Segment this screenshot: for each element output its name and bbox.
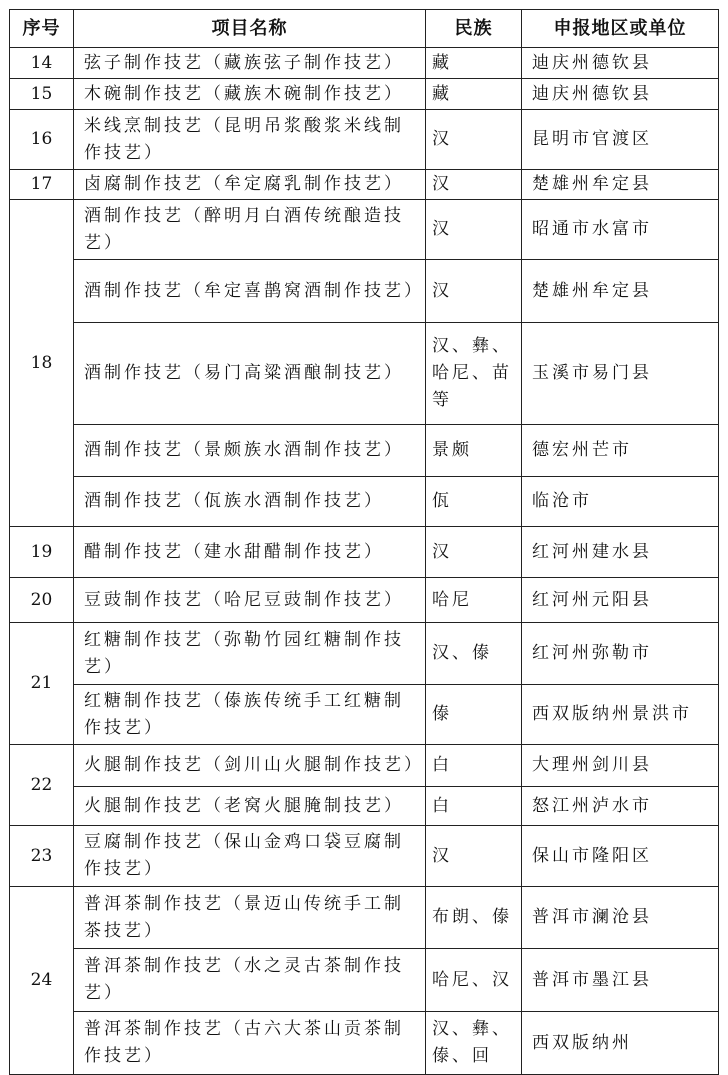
region-cell: 昭通市水富市 bbox=[522, 200, 719, 260]
table-row bbox=[10, 685, 719, 745]
project-name-cell: 普洱茶制作技艺（景迈山传统手工制茶技艺） bbox=[74, 887, 426, 949]
ethnicity-cell: 汉、傣 bbox=[426, 623, 522, 685]
document-page bbox=[9, 9, 719, 1075]
table-row bbox=[10, 260, 719, 323]
project-name-cell: 红糖制作技艺（傣族传统手工红糖制作技艺） bbox=[74, 685, 426, 745]
ethnicity-cell: 汉 bbox=[426, 260, 522, 323]
project-name-cell: 酒制作技艺（易门高粱酒酿制技艺） bbox=[74, 323, 426, 425]
table-row bbox=[10, 787, 719, 826]
table-row bbox=[10, 323, 719, 425]
ethnicity-cell: 汉 bbox=[426, 110, 522, 170]
ethnicity-cell: 布朗、傣 bbox=[426, 887, 522, 949]
region-cell: 怒江州泸水市 bbox=[522, 787, 719, 826]
header-project-name: 项目名称 bbox=[74, 10, 426, 48]
ethnicity-cell: 汉、彝、傣、回 bbox=[426, 1012, 522, 1075]
row-number: 14 bbox=[10, 48, 74, 79]
row-number: 20 bbox=[10, 578, 74, 623]
region-cell: 保山市隆阳区 bbox=[522, 826, 719, 887]
header-row bbox=[10, 10, 719, 48]
row-number: 15 bbox=[10, 79, 74, 110]
project-name-cell: 火腿制作技艺（老窝火腿腌制技艺） bbox=[74, 787, 426, 826]
ethnicity-cell: 汉、彝、哈尼、苗等 bbox=[426, 323, 522, 425]
ethnicity-cell: 藏 bbox=[426, 79, 522, 110]
ethnicity-cell: 白 bbox=[426, 787, 522, 826]
project-name-cell: 米线烹制技艺（昆明吊浆酸浆米线制作技艺） bbox=[74, 110, 426, 170]
region-cell: 西双版纳州景洪市 bbox=[522, 685, 719, 745]
ethnicity-cell: 傣 bbox=[426, 685, 522, 745]
project-name-cell: 豆豉制作技艺（哈尼豆豉制作技艺） bbox=[74, 578, 426, 623]
region-cell: 红河州建水县 bbox=[522, 527, 719, 578]
region-cell: 迪庆州德钦县 bbox=[522, 79, 719, 110]
project-name-cell: 卤腐制作技艺（牟定腐乳制作技艺） bbox=[74, 170, 426, 200]
row-number: 21 bbox=[10, 623, 74, 745]
ethnicity-cell: 景颇 bbox=[426, 425, 522, 477]
region-cell: 大理州剑川县 bbox=[522, 745, 719, 787]
table-row bbox=[10, 949, 719, 1012]
row-number: 22 bbox=[10, 745, 74, 826]
region-cell: 德宏州芒市 bbox=[522, 425, 719, 477]
region-cell: 西双版纳州 bbox=[522, 1012, 719, 1075]
project-name-cell: 火腿制作技艺（剑川山火腿制作技艺） bbox=[74, 745, 426, 787]
table-row bbox=[10, 48, 719, 79]
header-number: 序号 bbox=[10, 10, 74, 48]
region-cell: 楚雄州牟定县 bbox=[522, 260, 719, 323]
project-name-cell: 红糖制作技艺（弥勒竹园红糖制作技艺） bbox=[74, 623, 426, 685]
ethnicity-cell: 哈尼、汉 bbox=[426, 949, 522, 1012]
region-cell: 昆明市官渡区 bbox=[522, 110, 719, 170]
ethnicity-cell: 汉 bbox=[426, 170, 522, 200]
table-row bbox=[10, 425, 719, 477]
project-name-cell: 豆腐制作技艺（保山金鸡口袋豆腐制作技艺） bbox=[74, 826, 426, 887]
ethnicity-cell: 汉 bbox=[426, 200, 522, 260]
heritage-table bbox=[9, 9, 719, 1075]
region-cell: 临沧市 bbox=[522, 477, 719, 527]
project-name-cell: 普洱茶制作技艺（古六大茶山贡茶制作技艺） bbox=[74, 1012, 426, 1075]
project-name-cell: 弦子制作技艺（藏族弦子制作技艺） bbox=[74, 48, 426, 79]
table-row bbox=[10, 477, 719, 527]
region-cell: 玉溪市易门县 bbox=[522, 323, 719, 425]
ethnicity-cell: 藏 bbox=[426, 48, 522, 79]
table-row bbox=[10, 1012, 719, 1075]
region-cell: 楚雄州牟定县 bbox=[522, 170, 719, 200]
region-cell: 迪庆州德钦县 bbox=[522, 48, 719, 79]
table-row bbox=[10, 578, 719, 623]
table-row bbox=[10, 745, 719, 787]
row-number: 19 bbox=[10, 527, 74, 578]
table-row bbox=[10, 110, 719, 170]
table-row bbox=[10, 623, 719, 685]
project-name-cell: 木碗制作技艺（藏族木碗制作技艺） bbox=[74, 79, 426, 110]
table-row bbox=[10, 200, 719, 260]
region-cell: 普洱市澜沧县 bbox=[522, 887, 719, 949]
ethnicity-cell: 哈尼 bbox=[426, 578, 522, 623]
project-name-cell: 醋制作技艺（建水甜醋制作技艺） bbox=[74, 527, 426, 578]
table-row bbox=[10, 887, 719, 949]
header-region: 申报地区或单位 bbox=[522, 10, 719, 48]
ethnicity-cell: 白 bbox=[426, 745, 522, 787]
row-number: 23 bbox=[10, 826, 74, 887]
project-name-cell: 酒制作技艺（景颇族水酒制作技艺） bbox=[74, 425, 426, 477]
project-name-cell: 普洱茶制作技艺（水之灵古茶制作技艺） bbox=[74, 949, 426, 1012]
ethnicity-cell: 汉 bbox=[426, 826, 522, 887]
row-number: 17 bbox=[10, 170, 74, 200]
row-number: 24 bbox=[10, 887, 74, 1075]
region-cell: 普洱市墨江县 bbox=[522, 949, 719, 1012]
table-row bbox=[10, 527, 719, 578]
project-name-cell: 酒制作技艺（醉明月白酒传统酿造技艺） bbox=[74, 200, 426, 260]
ethnicity-cell: 佤 bbox=[426, 477, 522, 527]
table-row bbox=[10, 79, 719, 110]
region-cell: 红河州弥勒市 bbox=[522, 623, 719, 685]
table-row bbox=[10, 170, 719, 200]
project-name-cell: 酒制作技艺（牟定喜鹊窝酒制作技艺） bbox=[74, 260, 426, 323]
region-cell: 红河州元阳县 bbox=[522, 578, 719, 623]
project-name-cell: 酒制作技艺（佤族水酒制作技艺） bbox=[74, 477, 426, 527]
row-number: 16 bbox=[10, 110, 74, 170]
table-row bbox=[10, 826, 719, 887]
row-number: 18 bbox=[10, 200, 74, 527]
header-ethnicity: 民族 bbox=[426, 10, 522, 48]
table-body bbox=[10, 48, 719, 1075]
ethnicity-cell: 汉 bbox=[426, 527, 522, 578]
